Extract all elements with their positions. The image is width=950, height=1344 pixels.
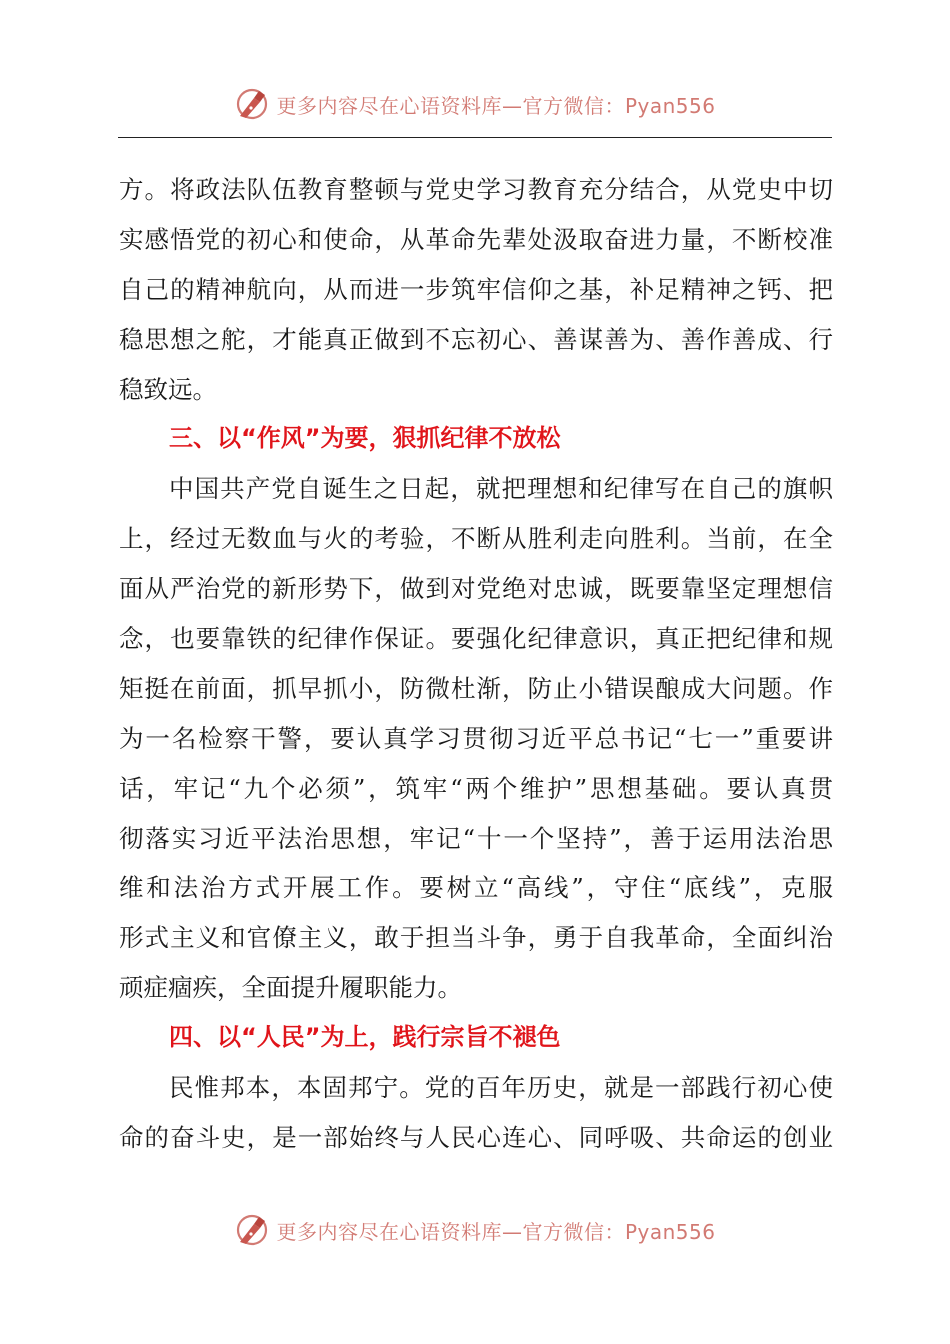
text-line: 彻落实习近平法治思想，牢记“十一个坚持”，善于运用法治思: [119, 823, 833, 853]
text-line: 顽症痼疾，全面提升履职能力。: [119, 973, 462, 1003]
watermark-header: [0, 84, 950, 124]
paragraph-people: [119, 1063, 833, 1163]
text-line: 方。将政法队伍教育整顿与党史学习教育充分结合，从党史中切: [119, 175, 833, 204]
document-body: [119, 165, 833, 1163]
text-line: 为一名检察干警，要认真学习贯彻习近平总书记“七一”重要讲: [119, 723, 833, 753]
text-line: 形式主义和官僚主义，敢于担当斗争，勇于自我革命，全面纠治: [119, 923, 833, 953]
paragraph-continuation: [119, 165, 833, 414]
text-line: 念，也要靠铁的纪律作保证。要强化纪律意识，真正把纪律和规: [119, 624, 833, 654]
watermark-footer: [0, 1210, 950, 1250]
watermark-text: 更多内容尽在心语资料库—官方微信：Pyan556: [276, 93, 716, 118]
text-line: 面从严治党的新形势下，做到对党绝对忠诚，既要靠坚定理想信: [119, 574, 833, 604]
paragraph-discipline: [119, 464, 833, 1013]
text-line: 维和法治方式开展工作。要树立“高线”，守住“底线”，克服: [119, 873, 833, 903]
header-divider: [118, 137, 832, 138]
text-line: 矩挺在前面，抓早抓小，防微杜渐，防止小错误酿成大问题。作: [119, 673, 833, 703]
text-line: 民惟邦本，本固邦宁。党的百年历史，就是一部践行初心使: [169, 1073, 833, 1103]
text-line: 实感悟党的初心和使命，从革命先辈处汲取奋进力量，不断校准: [119, 224, 833, 254]
text-line: 自己的精神航向，从而进一步筑牢信仰之基，补足精神之钙、把: [119, 274, 833, 304]
text-line: 命的奋斗史，是一部始终与人民心连心、同呼吸、共命运的创业: [119, 1122, 833, 1152]
text-line: 上，经过无数血与火的考验，不断从胜利走向胜利。当前，在全: [119, 524, 833, 554]
text-line: 话，牢记“九个必须”，筑牢“两个维护”思想基础。要认真贯: [119, 773, 833, 803]
pen-nib-logo-icon: [234, 86, 270, 122]
pen-nib-logo-icon: [234, 1212, 270, 1248]
section-heading-3: 三、以“作风”为要，狠抓纪律不放松: [169, 424, 561, 453]
text-line: 中国共产党自诞生之日起，就把理想和纪律写在自己的旗帜: [169, 474, 833, 504]
watermark-text: 更多内容尽在心语资料库—官方微信：Pyan556: [276, 1219, 716, 1244]
section-heading-4: 四、以“人民”为上，践行宗旨不褪色: [169, 1023, 561, 1052]
text-line: 稳思想之舵，才能真正做到不忘初心、善谋善为、善作善成、行: [119, 324, 833, 354]
text-line: 稳致远。: [119, 374, 217, 404]
